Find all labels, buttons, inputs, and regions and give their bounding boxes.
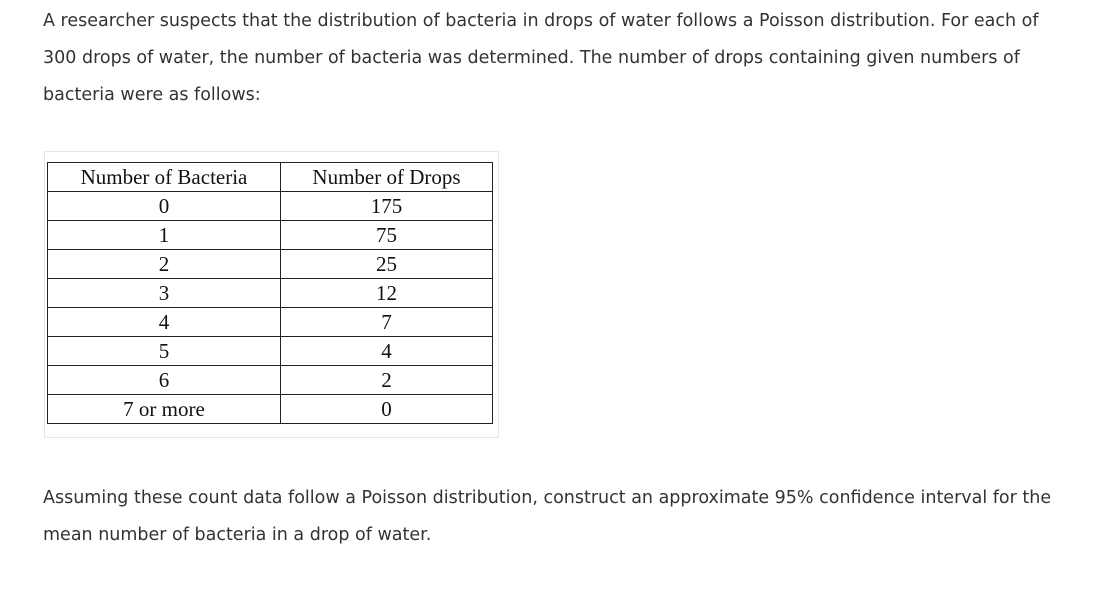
drops-count-cell: 7 [281, 308, 493, 337]
table-row [48, 192, 493, 221]
header-number-of-drops: Number of Drops [281, 163, 493, 192]
bacteria-count-cell: 3 [48, 279, 281, 308]
bacteria-count-cell: 6 [48, 366, 281, 395]
bacteria-count-cell: 0 [48, 192, 281, 221]
table-header-row [48, 163, 493, 192]
bacteria-table [47, 162, 493, 424]
table-row [48, 221, 493, 250]
intro-paragraph: A researcher suspects that the distribution of bacteria in drops of water follows a Poisson distribution. For each of 300 drops of water, the number of bacteria was determined. The number of drops containing given numbers of bacteria were as follows: [43, 11, 1039, 105]
bacteria-count-cell: 7 or more [48, 395, 281, 424]
drops-count-cell: 4 [281, 337, 493, 366]
header-number-of-bacteria: Number of Bacteria [48, 163, 281, 192]
bacteria-count-cell: 1 [48, 221, 281, 250]
table-row [48, 279, 493, 308]
table-image-frame [44, 151, 499, 438]
drops-count-cell: 0 [281, 395, 493, 424]
bacteria-count-cell: 4 [48, 308, 281, 337]
table-row [48, 337, 493, 366]
table-row [48, 366, 493, 395]
table-row [48, 250, 493, 279]
table-row [48, 395, 493, 424]
drops-count-cell: 2 [281, 366, 493, 395]
drops-count-cell: 25 [281, 250, 493, 279]
drops-count-cell: 12 [281, 279, 493, 308]
bacteria-count-cell: 5 [48, 337, 281, 366]
drops-count-cell: 175 [281, 192, 493, 221]
bacteria-count-cell: 2 [48, 250, 281, 279]
drops-count-cell: 75 [281, 221, 493, 250]
table-row [48, 308, 493, 337]
question-paragraph: Assuming these count data follow a Poisson distribution, construct an approximate 95% confidence interval for the mean number of bacteria in a drop of water. [43, 488, 1052, 545]
